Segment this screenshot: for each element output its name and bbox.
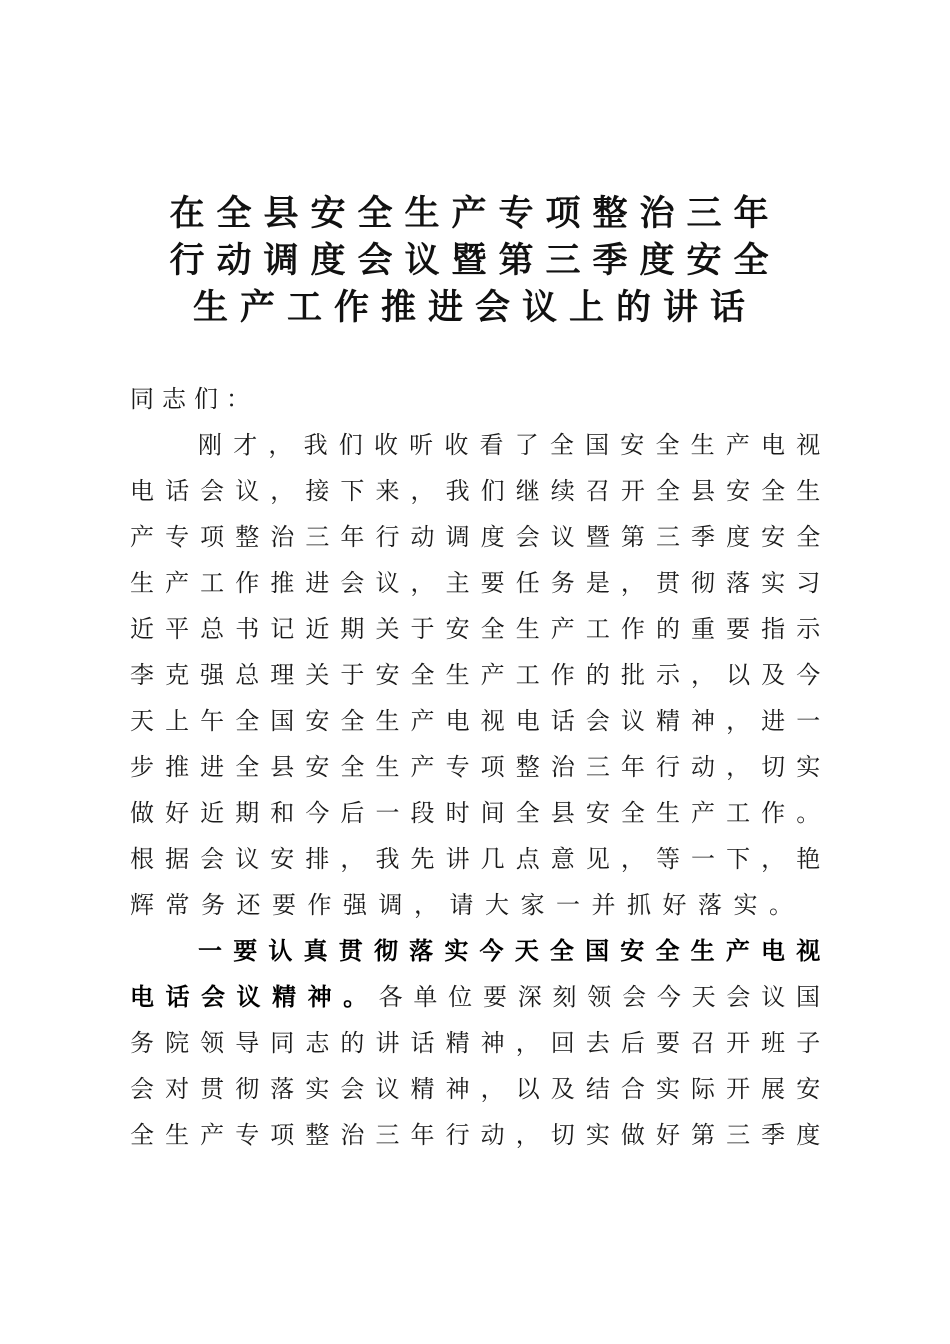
paragraph-1-line-5: 近 平 总 书 记 近 期 关 于 安 全 生 产 工 作 的 重 要 指 示 xyxy=(130,615,821,643)
salutation: 同志们： xyxy=(130,385,258,413)
paragraph-1 xyxy=(130,422,820,928)
paragraph-2-line-3: 务 院 领 导 同 志 的 讲 话 精 神 ， 回 去 后 要 召 开 班 子 xyxy=(130,1029,821,1057)
paragraph-2-heading-line-2: 电 话 会 议 精 神 。 xyxy=(130,983,369,1011)
paragraph-1-line-8: 步 推 进 全 县 安 全 生 产 专 项 整 治 三 年 行 动 ， 切 实 xyxy=(130,753,821,781)
paragraph-2-line-2 xyxy=(130,974,820,1020)
paragraph-2-heading-line-1: 一 要 认 真 贯 彻 落 实 今 天 全 国 安 全 生 产 电 视 xyxy=(198,937,821,965)
paragraph-2-line-4: 会 对 贯 彻 落 实 会 议 精 神 ， 以 及 结 合 实 际 开 展 安 xyxy=(130,1075,821,1103)
document-title xyxy=(130,190,820,331)
paragraph-2 xyxy=(130,928,820,1158)
title-line-3: 生产工作推进会议上的讲话 xyxy=(192,287,757,328)
paragraph-1-line-2: 电 话 会 议 ， 接 下 来 ， 我 们 继 续 召 开 全 县 安 全 生 xyxy=(130,477,821,505)
title-line-2: 行动调度会议暨第三季度安全 xyxy=(169,240,781,281)
paragraph-1-line-3: 产 专 项 整 治 三 年 行 动 调 度 会 议 暨 第 三 季 度 安 全 xyxy=(130,523,821,551)
paragraph-1-line-1: 刚 才 ， 我 们 收 听 收 看 了 全 国 安 全 生 产 电 视 xyxy=(198,431,821,459)
paragraph-1-line-6: 李 克 强 总 理 关 于 安 全 生 产 工 作 的 批 示 ， 以 及 今 xyxy=(130,661,821,689)
paragraph-2-line-2-rest: 各 单 位 要 深 刻 领 会 今 天 会 议 国 xyxy=(378,983,820,1011)
paragraph-1-line-4: 生 产 工 作 推 进 会 议 ， 主 要 任 务 是 ， 贯 彻 落 实 习 xyxy=(130,569,821,597)
paragraph-1-line-10: 根 据 会 议 安 排 ， 我 先 讲 几 点 意 见 ， 等 一 下 ， 艳 xyxy=(130,845,821,873)
paragraph-1-line-7: 天 上 午 全 国 安 全 生 产 电 视 电 话 会 议 精 神 ， 进 一 xyxy=(130,707,821,735)
paragraph-1-line-11: 辉常务还要作强调，请大家一并抓好落实。 xyxy=(130,891,805,919)
paragraph-1-line-9: 做 好 近 期 和 今 后 一 段 时 间 全 县 安 全 生 产 工 作 。 xyxy=(130,799,821,827)
title-line-1: 在全县安全生产专项整治三年 xyxy=(169,193,781,234)
document-body xyxy=(130,376,820,1158)
paragraph-2-line-5: 全 生 产 专 项 整 治 三 年 行 动 ， 切 实 做 好 第 三 季 度 xyxy=(130,1121,821,1149)
